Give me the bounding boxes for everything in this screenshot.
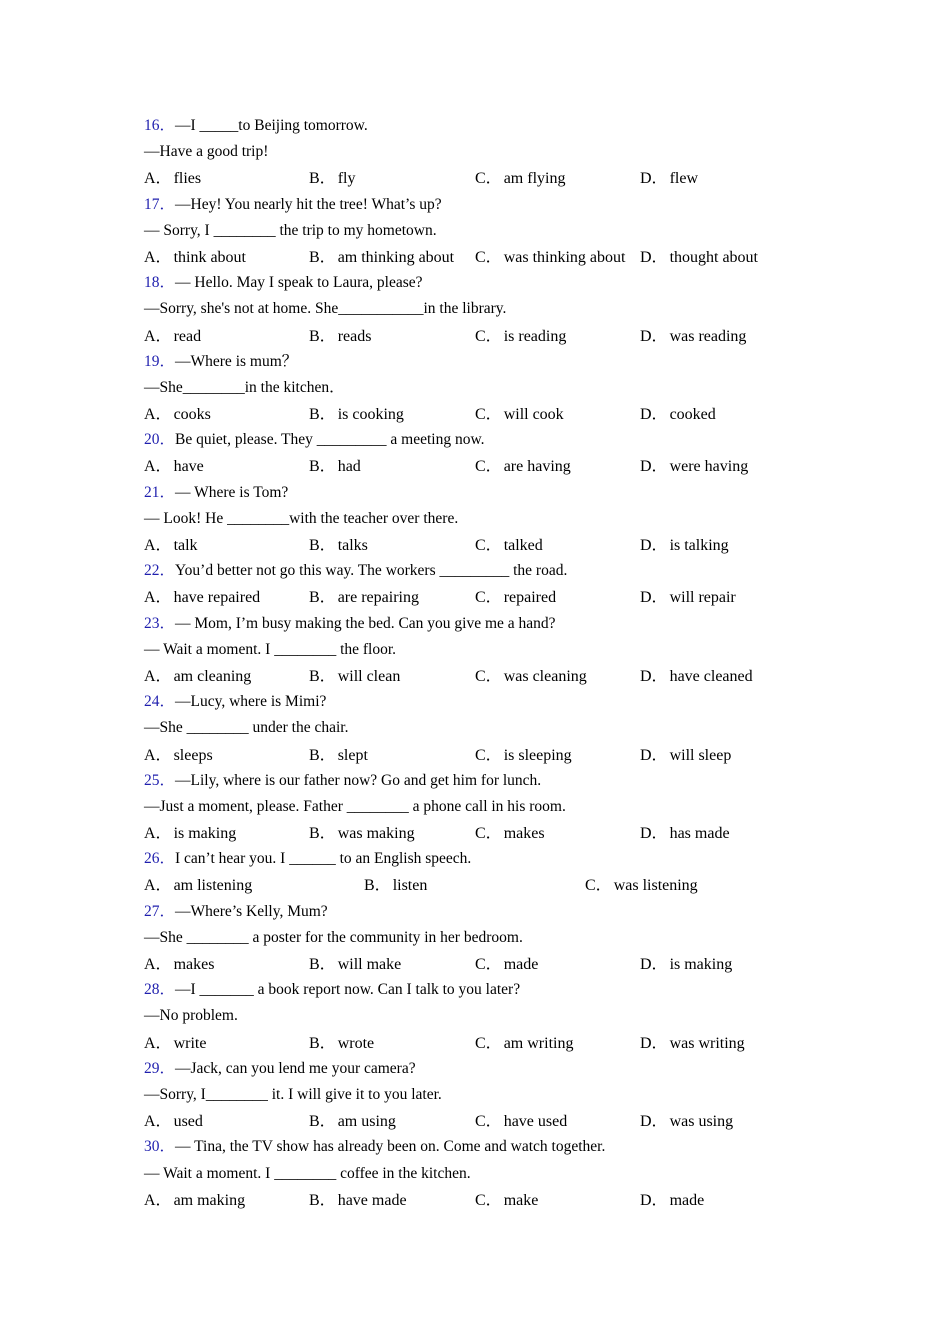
question-stem [144,349,824,375]
answer-options [144,1187,824,1213]
answer-option[interactable] [475,453,571,476]
question-reply [144,925,824,951]
question-number: 21． [144,483,176,501]
answer-options [144,323,824,349]
answer-option[interactable] [144,584,260,607]
answer-option[interactable] [640,244,758,267]
option-text: was listening [613,877,698,895]
question-block [144,846,824,898]
question-number: 23． [144,614,176,632]
option-text: cooks [173,406,211,424]
option-text: am making [173,1191,246,1209]
answer-option[interactable] [144,532,198,555]
answer-option[interactable] [144,820,236,843]
answer-options [144,1030,824,1056]
option-letter: C． [475,589,502,607]
answer-option[interactable] [640,584,736,607]
option-letter: D． [640,1191,668,1209]
option-letter: A． [144,589,172,607]
question-text: — Look! He ________with the teacher over there. [144,509,459,527]
option-text: listen [392,877,428,895]
question-reply [144,637,824,663]
option-letter: A． [144,877,172,895]
option-text: is reading [503,327,567,345]
answer-option[interactable] [640,951,732,974]
question-text: —Sorry, she's not at home. She___________in the library. [144,300,507,318]
option-text: make [503,1191,539,1209]
option-text: is making [173,825,237,843]
option-letter: D． [640,746,668,764]
option-text: am using [337,1113,396,1131]
option-text: sleeps [173,746,213,764]
option-text: talked [503,537,543,554]
option-letter: C． [475,170,502,188]
option-letter: B． [309,589,336,607]
option-text: is making [669,956,733,973]
question-text: Be quiet, please. They _________ a meeting now. [175,431,485,449]
question-block [144,558,824,610]
question-number: 18． [144,274,176,292]
option-text: had [337,458,361,476]
option-text: will sleep [669,746,732,764]
answer-option[interactable] [309,1187,407,1210]
option-text: am cleaning [173,667,252,685]
option-text: repaired [503,589,557,607]
answer-option[interactable] [144,663,251,686]
answer-option[interactable] [640,532,729,555]
option-letter: A． [144,825,172,843]
answer-option[interactable] [640,820,730,843]
option-letter: A． [144,667,172,685]
option-text: have [173,458,204,476]
option-letter: D． [640,406,668,424]
option-text: is talking [669,537,729,554]
option-text: am thinking about [337,248,455,266]
option-letter: D． [640,1034,668,1052]
answer-option[interactable] [309,584,419,607]
option-letter: B． [309,1191,336,1209]
question-text: —She ________ under the chair. [144,719,349,737]
option-letter: D． [640,537,668,554]
option-letter: B． [309,248,336,266]
option-letter: A． [144,956,172,973]
answer-options [144,453,824,479]
question-reply [144,1161,824,1187]
answer-option[interactable] [475,401,564,424]
question-text: — Wait a moment. I ________ coffee in the kitchen. [144,1164,471,1182]
option-letter: B． [309,825,336,843]
option-letter: C． [475,1191,502,1209]
answer-option[interactable] [309,532,368,555]
question-stem [144,611,824,637]
question-text: —I _____to Beijing tomorrow. [175,117,368,134]
option-text: was writing [669,1034,745,1052]
option-letter: A． [144,406,172,424]
answer-option[interactable] [475,1030,573,1053]
answer-option[interactable] [640,1030,745,1053]
question-text: —Hey! You nearly hit the tree! What’s up? [175,195,442,213]
answer-option[interactable] [475,663,587,686]
question-text: — Where is Tom? [175,483,289,501]
answer-option[interactable] [309,165,355,188]
option-letter: A． [144,327,172,345]
question-reply [144,1082,824,1108]
answer-option[interactable] [585,872,698,895]
answer-options [144,165,824,191]
option-letter: B． [309,327,336,345]
option-letter: B． [309,667,336,685]
question-text: — Sorry, I ________ the trip to my hometown. [144,221,437,239]
question-number: 25． [144,771,176,789]
option-letter: A． [144,1034,172,1052]
question-block [144,768,824,847]
answer-option[interactable] [309,951,401,974]
option-letter: C． [475,458,502,476]
answer-option[interactable] [144,401,211,424]
question-block [144,899,824,978]
option-letter: C． [475,327,502,345]
option-text: is cooking [337,406,404,424]
question-stem [144,689,824,715]
question-text: — Hello. May I speak to Laura, please? [175,274,423,292]
option-text: are repairing [337,589,419,607]
question-block [144,113,824,192]
question-reply [144,296,824,322]
question-stem [144,768,824,794]
option-text: used [173,1113,203,1131]
option-text: am flying [503,170,566,188]
question-stem [144,899,824,925]
question-number: 17． [144,195,176,213]
question-stem [144,977,824,1003]
question-text: — Wait a moment. I ________ the floor. [144,640,397,658]
answer-options [144,244,824,270]
question-reply [144,794,824,820]
option-letter: D． [640,170,668,188]
option-letter: A． [144,458,172,476]
question-number: 30． [144,1138,176,1156]
question-stem [144,192,824,218]
question-text: —Just a moment, please. Father ________ a phone call in his room. [144,797,566,815]
question-sheet [144,113,824,1213]
option-letter: B． [309,406,336,424]
question-reply [144,139,824,165]
option-letter: B． [309,537,336,554]
question-text: —Where is mum？ [175,352,298,370]
question-stem [144,558,824,584]
question-text: —Lucy, where is Mimi? [175,693,327,711]
question-block [144,480,824,559]
option-letter: C． [475,667,502,685]
question-block [144,192,824,271]
option-text: makes [503,825,545,843]
option-text: was making [337,825,415,843]
question-reply [144,218,824,244]
option-text: made [503,956,539,973]
question-reply [144,715,824,741]
option-text: is sleeping [503,746,572,764]
question-number: 27． [144,902,176,920]
option-letter: C． [475,537,502,554]
answer-option[interactable] [475,323,566,346]
option-text: reads [337,327,372,345]
option-text: talks [337,537,368,554]
question-text: —Lily, where is our father now? Go and get him for lunch. [175,771,542,789]
answer-option[interactable] [309,244,454,267]
question-text: —Jack, can you lend me your camera? [175,1059,416,1077]
option-text: write [173,1034,207,1052]
answer-option[interactable] [640,1108,733,1131]
option-letter: D． [640,327,668,345]
option-text: were having [669,458,749,476]
question-block [144,1134,824,1213]
answer-option[interactable] [144,1187,245,1210]
question-text: I can’t hear you. I ______ to an English speech. [175,850,472,868]
option-letter: C． [585,877,612,895]
answer-option[interactable] [144,323,201,346]
option-text: flies [173,170,202,188]
option-text: think about [173,248,246,266]
answer-option[interactable] [144,872,252,895]
answer-option[interactable] [309,1108,396,1131]
answer-option[interactable] [144,453,204,476]
option-letter: C． [475,1113,502,1131]
question-stem [144,846,824,872]
answer-option[interactable] [475,820,545,843]
option-letter: B． [309,1034,336,1052]
question-stem [144,427,824,453]
answer-option[interactable] [144,1030,206,1053]
question-text: You’d better not go this way. The workers _________ the road. [175,562,568,580]
option-text: will repair [669,589,736,607]
answer-options [144,663,824,689]
option-letter: C． [475,956,502,973]
option-letter: D． [640,825,668,843]
answer-option[interactable] [475,244,625,267]
option-letter: A． [144,537,172,554]
answer-option[interactable] [475,951,538,974]
answer-option[interactable] [309,663,400,686]
option-letter: A． [144,746,172,764]
question-text: —No problem. [144,1007,238,1025]
question-number: 16． [144,117,176,134]
answer-options [144,951,824,977]
option-text: was thinking about [503,248,626,266]
answer-option[interactable] [309,401,404,424]
question-block [144,1056,824,1135]
answer-option[interactable] [144,165,201,188]
option-letter: B． [309,1113,336,1131]
option-letter: B． [309,746,336,764]
option-letter: D． [640,1113,668,1131]
option-text: was reading [669,327,747,345]
option-letter: C． [475,1034,502,1052]
answer-option[interactable] [640,453,748,476]
answer-option[interactable] [640,663,753,686]
question-text: —Sorry, I________ it. I will give it to you later. [144,1085,442,1103]
option-text: am writing [503,1034,574,1052]
option-text: has made [669,825,730,843]
option-text: thought about [669,248,758,266]
question-block [144,611,824,690]
option-text: made [669,1191,705,1209]
question-stem [144,1134,824,1160]
question-number: 19． [144,352,176,370]
question-reply [144,1003,824,1029]
answer-option[interactable] [475,1187,538,1210]
question-reply [144,375,824,401]
question-block [144,349,824,428]
answer-option[interactable] [309,1030,374,1053]
option-letter: C． [475,825,502,843]
option-letter: A． [144,1191,172,1209]
question-block [144,689,824,768]
option-letter: C． [475,746,502,764]
answer-options [144,1108,824,1134]
option-letter: C． [475,248,502,266]
question-block [144,427,824,479]
answer-option[interactable] [309,820,415,843]
answer-option[interactable] [144,244,246,267]
question-number: 22． [144,562,176,580]
option-letter: B． [309,458,336,476]
option-text: fly [337,170,356,188]
answer-option[interactable] [144,951,214,974]
option-text: flew [669,170,698,188]
question-text: —She ________ a poster for the community in her bedroom. [144,928,523,946]
option-text: read [173,327,202,345]
option-letter: C． [475,406,502,424]
option-text: will clean [337,667,401,685]
answer-option[interactable] [640,401,716,424]
question-number: 20． [144,431,176,449]
option-text: will cook [503,406,564,424]
option-text: will make [337,956,402,973]
answer-options [144,742,824,768]
option-text: am listening [173,877,253,895]
question-stem [144,1056,824,1082]
answer-option[interactable] [640,165,698,188]
answer-option[interactable] [144,1108,203,1131]
option-letter: D． [640,248,668,266]
answer-options [144,584,824,610]
answer-option[interactable] [475,742,572,765]
answer-option[interactable] [364,872,427,895]
option-text: have used [503,1113,568,1131]
answer-option[interactable] [640,742,731,765]
option-letter: B． [309,956,336,973]
option-text: makes [173,956,215,973]
question-text: —Where’s Kelly, Mum? [175,902,328,920]
answer-option[interactable] [475,1108,567,1131]
question-block [144,270,824,349]
option-letter: B． [364,877,391,895]
question-number: 28． [144,981,176,999]
question-number: 26． [144,850,176,868]
answer-option[interactable] [144,742,213,765]
answer-options [144,820,824,846]
question-text: —She________in the kitchen． [144,378,345,396]
question-stem [144,113,824,139]
question-reply [144,506,824,532]
answer-option[interactable] [309,453,361,476]
option-letter: A． [144,248,172,266]
answer-options [144,872,824,898]
answer-option[interactable] [640,323,746,346]
option-text: slept [337,746,368,764]
option-letter: B． [309,170,336,188]
option-text: was cleaning [503,667,587,685]
option-letter: A． [144,170,172,188]
option-text: was using [669,1113,734,1131]
question-stem [144,480,824,506]
question-text: —I _______ a book report now. Can I talk to you later? [175,981,521,999]
question-number: 29． [144,1059,176,1077]
option-text: cooked [669,406,716,424]
question-text: —Have a good trip! [144,143,269,161]
option-text: have made [337,1191,407,1209]
option-letter: D． [640,589,668,607]
option-text: wrote [337,1034,375,1052]
question-stem [144,270,824,296]
answer-options [144,532,824,558]
option-letter: D． [640,667,668,685]
answer-option[interactable] [309,742,368,765]
option-text: have repaired [173,589,261,607]
question-number: 24． [144,693,176,711]
question-text: — Mom, I’m busy making the bed. Can you give me a hand? [175,614,556,632]
answer-option[interactable] [640,1187,704,1210]
question-text: — Tina, the TV show has already been on. Come and watch together. [175,1138,606,1156]
answer-option[interactable] [309,323,371,346]
option-text: are having [503,458,571,476]
option-text: talk [173,537,198,554]
option-text: have cleaned [669,667,753,685]
answer-options [144,401,824,427]
question-block [144,977,824,1056]
answer-option[interactable] [475,532,543,555]
option-letter: D． [640,956,668,973]
option-letter: A． [144,1113,172,1131]
option-letter: D． [640,458,668,476]
answer-option[interactable] [475,584,556,607]
answer-option[interactable] [475,165,565,188]
